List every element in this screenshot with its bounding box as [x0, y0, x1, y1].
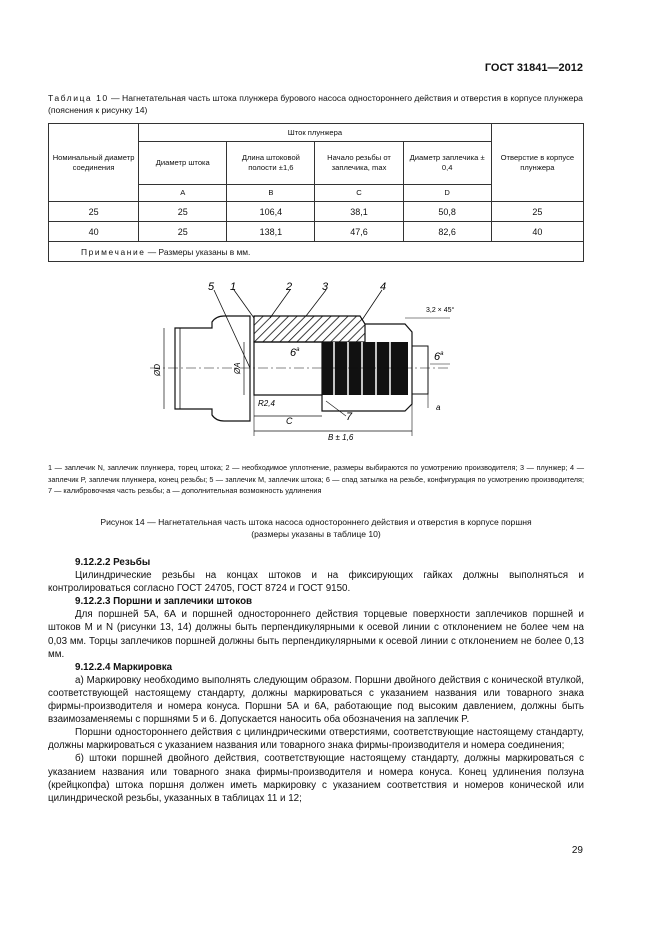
letter-a: A — [139, 185, 227, 202]
note-label: Примечание — [81, 246, 146, 257]
figure-label-5: 5 — [208, 281, 215, 293]
dim-b-label: B ± 1,6 — [328, 433, 354, 442]
section-heading: 9.12.2.3 Поршни и заплечики штоков — [75, 596, 253, 608]
figure-caption-line-2: (размеры указаны в таблице 10) — [251, 529, 381, 539]
cell: 50,8 — [403, 202, 491, 222]
letter-b: B — [227, 185, 315, 202]
figure-label-1: 1 — [230, 281, 237, 293]
cell: 106,4 — [227, 202, 315, 222]
thread-block — [322, 342, 408, 395]
table-caption — [48, 92, 584, 116]
paragraph: Для поршней 5А, 6А и поршней одностороннего действия торцевые поверхности заплечиков поршней и штоков M и N (рисунки 13, 14) должны быть перпендикулярными к осевой линии с отклонением не более чем на 0,03 мм. Торцы заплечиков поршней должны быть перпендикулярными к осевой линии с отклонением не более 0,13 мм. — [48, 609, 584, 660]
cell: 38,1 — [315, 202, 403, 222]
thread-left-label: 6$^a$ — [290, 347, 300, 359]
col-hole-header: Отверстие в корпусе плунжера — [491, 124, 583, 202]
letter-d: D — [403, 185, 491, 202]
cell: 25 — [491, 202, 583, 222]
table-row — [49, 202, 584, 222]
plunger-body — [254, 342, 322, 395]
thread-right-label: 6$^a$ — [434, 351, 444, 363]
table-caption-label: Таблица 10 — [48, 93, 109, 103]
cell: 25 — [139, 202, 227, 222]
figure-14-drawing — [150, 276, 480, 452]
chamfer-label: 3,2 × 45° — [426, 307, 455, 314]
table-10 — [48, 123, 584, 262]
paragraph: Поршни одностороннего действия с цилиндрическими отверстиями, соответствующие настоящему стандарту, должны маркироваться с указанием названия или товарного знака фирмы-производителя и номера соединения; — [48, 727, 584, 752]
document-code: ГОСТ 31841—2012 — [484, 62, 583, 74]
table-row — [49, 222, 584, 242]
page-number: 29 — [571, 845, 583, 856]
dim-a-small-label: a — [436, 403, 441, 412]
figure-caption — [48, 516, 584, 540]
col-rod-diam-header: Диаметр штока — [139, 142, 227, 185]
col-shoulder-diam-header: Диаметр заплечика ± 0,4 — [403, 142, 491, 185]
cell: 47,6 — [315, 222, 403, 242]
cell: 82,6 — [403, 222, 491, 242]
paragraph: б) штоки поршней двойного действия, соответствующие настоящему стандарту, должны маркироваться с указанием названия или товарного знака фирмы-производителя и номера конуса. Конец удлинения ползуна (крейцкопфа) штока поршня должен иметь маркировку с указанием соответствия и номеров конической или цилиндрической резьбы, указанных в таблицах 11 и 12; — [48, 753, 584, 804]
section-heading: 9.12.2.2 Резьбы — [75, 557, 151, 568]
dim-d-label: ØD — [153, 364, 162, 376]
group-header: Шток плунжера — [139, 124, 492, 142]
cell: 40 — [491, 222, 583, 242]
radius-label: R2,4 — [258, 399, 275, 408]
paragraph: Цилиндрические резьбы на концах штоков и на фиксирующих гайках должны выполняться и контролироваться согласно ГОСТ 24705, ГОСТ 8724 и ГОСТ 9150. — [48, 570, 584, 595]
col-cavity-len-header: Длина штоковой полости ±1,6 — [227, 142, 315, 185]
letter-c: C — [315, 185, 403, 202]
table-note — [49, 242, 584, 262]
body-text — [48, 556, 584, 805]
figure-label-3: 3 — [322, 281, 329, 293]
col-thread-start-header: Начало резьбы от заплечика, max — [315, 142, 403, 185]
table-caption-text: — Нагнетательная часть штока плунжера бурового насоса одностороннего действия и отверстия в корпусе плунжера (пояснения к рисунку 14) — [48, 93, 583, 115]
plunger-hatched — [254, 316, 365, 342]
cell: 138,1 — [227, 222, 315, 242]
figure-legend: 1 — заплечик N, заплечик плунжера, торец штока; 2 — необходимое уплотнение, размеры выбираются по усмотрению производителя; 3 — плунжер; 4 — заплечик P, заплечик плунжера, конец резьбы; 5 — заплечик M, заплечик штока; 6 — спад затылка на резьбе, конфигурация по усмотрению производителя; 7 — калибровочная часть резьбы; a — дополнительная возможность удлинения — [48, 463, 584, 495]
paragraph: а) Маркировку необходимо выполнять следующим образом. Поршни двойного действия с конической втулкой, соответствующей настоящему стандарту, должны маркироваться с указанием названия или товарного знака фирмы-производителя и номера конуса. Поршни 5А и 6А, работающие под высоким давлением, должны быть взаимозаменяемы с поршнями 5 и 6. Допускается наносить оба обозначения на заплечик P. — [48, 674, 584, 726]
col-nominal-header: Номинальный диаметр соединения — [49, 124, 139, 202]
dim-c-label: C — [286, 416, 293, 426]
dim-a-label: ØA — [233, 362, 242, 374]
cell: 40 — [49, 222, 139, 242]
note-text: — Размеры указаны в мм. — [145, 246, 251, 257]
figure-label-2: 2 — [286, 281, 293, 293]
figure-caption-line-1: Рисунок 14 — Нагнетательная часть штока насоса одностороннего действия и отверстия в корпусе поршня — [100, 517, 532, 527]
section-heading: 9.12.2.4 Маркировка — [75, 661, 173, 673]
figure-label-4: 4 — [380, 281, 387, 293]
cell: 25 — [139, 222, 227, 242]
figure-label-7: 7 — [346, 411, 353, 423]
cell: 25 — [49, 202, 139, 222]
